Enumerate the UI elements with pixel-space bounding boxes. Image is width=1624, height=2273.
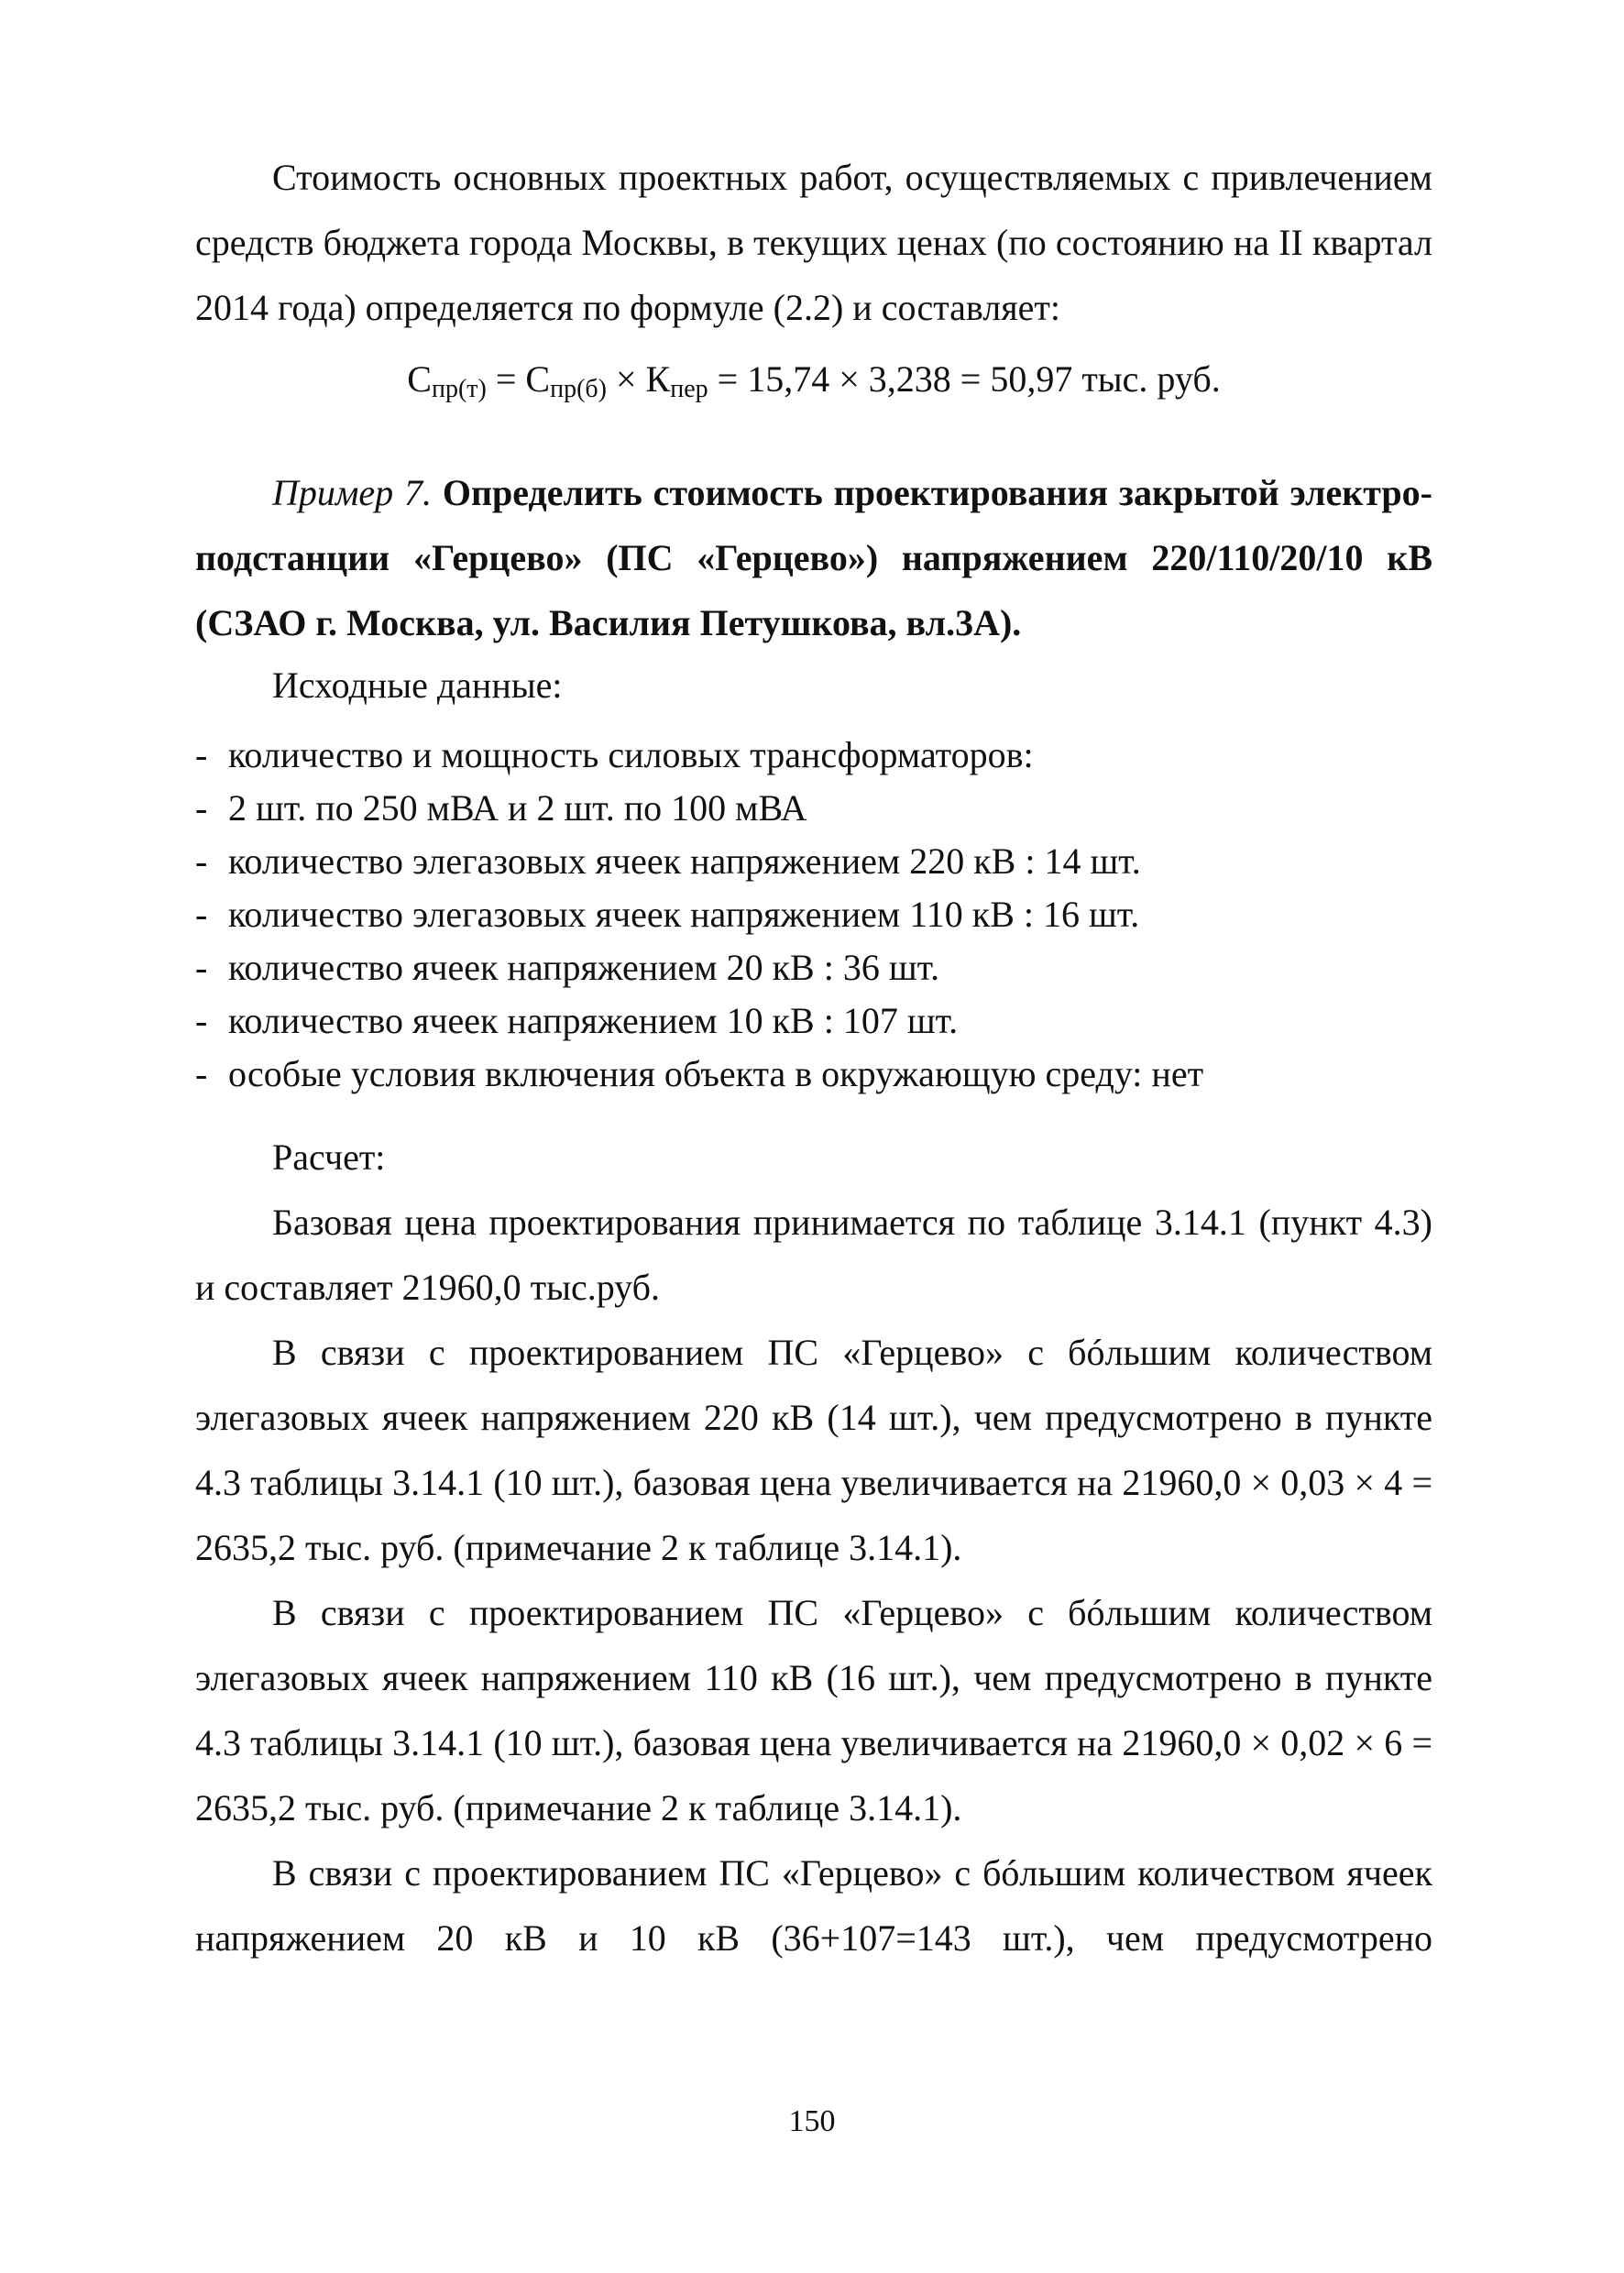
example-title: Определить стоимость проектирования закрытой электро-подстанции «Герцево» (ПС «Герцево») напряжением 220/110/20/10 кВ (СЗАО г. Москва, ул. Василия Петушкова, вл.3А). — [195, 472, 1432, 643]
list-item: - количество ячеек напряжением 20 кВ : 36 шт. — [195, 941, 1432, 994]
list-item: - количество элегазовых ячеек напряжением 220 кВ : 14 шт. — [195, 835, 1432, 888]
example-label: Пример 7. — [272, 472, 433, 513]
cost-formula: $С_{пр(т)} = С_{пр(б)} \times К_{пер} = 15,74 \times 3,238 = 50,97$ тыс. руб. — [407, 358, 1221, 403]
page-number: 150 — [788, 2104, 836, 2138]
list-item: - 2 шт. по 250 мВА и 2 шт. по 100 мВА — [195, 782, 1432, 835]
source-data-heading: Исходные данные: — [272, 664, 563, 706]
calculation-paragraph-3: В связи с проектированием ПС «Герцево» с бóльшим количеством элегазовых ячеек напряжением 110 кВ (16 шт.), чем предусмотрено в пункте 4.3 таблицы 3.14.1 (10 шт.), базовая цена увеличивается на 21960,0 × 0,02 × 6 = 2635,2 тыс. руб. (примечание 2 к таблице 3.14.1). — [195, 1592, 1432, 1828]
list-item: - количество ячеек напряжением 10 кВ : 107 шт. — [195, 994, 1432, 1048]
calculation-paragraph-4: В связи с проектированием ПС «Герцево» с бóльшим количеством ячеек напряжением 20 кВ и 10 кВ (36+107=143 шт.), чем предусмотрено — [195, 1852, 1432, 1959]
list-item: - количество и мощность силовых трансформаторов: — [195, 729, 1432, 782]
cost-intro-paragraph: Стоимость основных проектных работ, осуществляемых с привлечением средств бюджета города Москвы, в текущих ценах (по состоянию на II квартал 2014 года) определяется по формуле (2.2) и составляет: — [195, 157, 1432, 328]
list-item: - особые условия включения объекта в окружающую среду: нет — [195, 1048, 1432, 1101]
list-item: - количество элегазовых ячеек напряжением 110 кВ : 16 шт. — [195, 888, 1432, 941]
calculation-paragraph-1: Базовая цена проектирования принимается по таблице 3.14.1 (пункт 4.3) и составляет 21960,0 тыс.руб. — [195, 1202, 1432, 1308]
calculation-heading: Расчет: — [272, 1136, 386, 1178]
source-data-list-wrapper — [195, 729, 1432, 1101]
source-data-list — [195, 729, 1432, 1101]
calculation-paragraph-2: В связи с проектированием ПС «Герцево» с бóльшим количеством элегазовых ячеек напряжением 220 кВ (14 шт.), чем предусмотрено в пункте 4.3 таблицы 3.14.1 (10 шт.), базовая цена увеличивается на 21960,0 × 0,03 × 4 = 2635,2 тыс. руб. (примечание 2 к таблице 3.14.1). — [195, 1332, 1432, 1568]
example-heading — [195, 460, 1432, 655]
